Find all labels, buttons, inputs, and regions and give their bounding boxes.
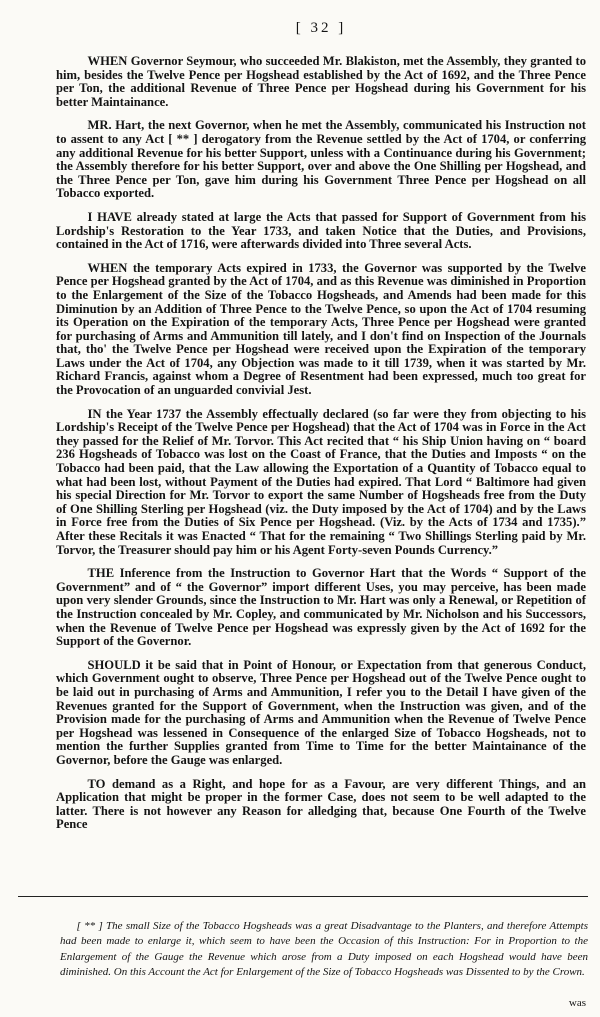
catchword: was — [568, 997, 586, 1009]
paragraph-inference: THE Inference from the Instruction to Governor Hart that the Words “ Support of the Government” and of “ the Governor” import different Uses, you may perceive, has been made upon very slender Grounds, since the Instruction to Mr. Hart was only a Renewal, or Repetition of the Instruction concealed by Mr. Copley, and communicated by Mr. Nicholson and his Successors, when the Revenue of Twelve Pence per Hogshead was expressly given by the Act of 1692 for the Support of the Governor. — [56, 566, 586, 649]
paragraph-temporary-acts: WHEN the temporary Acts expired in 1733, the Governor was supported by the Twelve Pence per Hogshead granted by the Act of 1704, and as this Revenue was diminished in Proportion to the Enlargement of the Size of the Tobacco Hogsheads, and Amends had been made for this Diminution by an Addition of Three Pence to the Twelve Pence, so upon the Act of 1704 resuming its Operation on the Expiration of the temporary Acts, Three Pence per Hogshead were granted for purchasing of Arms and Ammunition till lately, and I don't find on Inspection of the Journals that, tho' the Twelve Pence per Hogshead were received upon the Expiration of the temporary Laws under the Act of 1704, any Objection was made to it till 1739, when it was started by Mr. Richard Francis, against whom a Degree of Resentment had been expressed, much too great for the Provocation of an unguarded convivial Jest. — [56, 260, 586, 398]
footnote: [ ** ] The small Size of the Tobacco Hogsheads was a great Disadvantage to the Planters, and therefore Attempts had been made to enlarge it, which seem to have been the Occasion of this Instruction: For in Proportion to the Enlargement of the Gauge the Revenue which arose from a Duty imposed on each Hogshead would have been diminished. On this Account the Act for Enlargement of the Size of Tobacco Hogsheads was Dissented to by the Crown. — [60, 920, 588, 978]
paragraph-acts-stated: I HAVE already stated at large the Acts that passed for Support of Government from his Lordship's Restoration to the Year 1733, and taken Notice that the Duties, and Provisions, contained in the Act of 1716, were afterwards divided into Three several Acts. — [56, 209, 586, 252]
paragraph-year-1737: IN the Year 1737 the Assembly effectually declared (so far were they from objecting to his Lordship's Receipt of the Twelve Pence per Hogshead) that the Act of 1704 was in Force in the Act they passed for the Relief of Mr. Torvor. This Act recited that “ his Ship Union having on “ board 236 Hogsheads of Tobacco was lost on the Coast of France, that the Duties and Imposts “ on the Tobacco had been paid, that the Law allowing the Exportation of a Quantity of Tobacco equal to what had been lost, without Payment of the Duties had expired. That Lord “ Baltimore had given his special Direction for Mr. Torvor to export the same Number of Hogsheads free from the Duty of One Shilling Sterling per Hogshead (viz. the Duty imposed by the Act of 1704) and by the Laws in Force free from the Duties of Six Pence per Hogshead. (Viz. by the Acts of 1734 and 1735).” After these Recitals it was Enacted “ That for the remaining “ Two Shillings Sterling paid by Mr. Torvor, the Treasurer should pay him or his Agent Forty-seven Pounds Currency.” — [56, 406, 586, 557]
paragraph-governor-seymour: WHEN Governor Seymour, who succeeded Mr. Blakiston, met the Assembly, they granted to him, besides the Twelve Pence per Hogshead established by the Act of 1692, and the Three Pence per Ton, the additional Revenue of Three Pence per Hogshead during his Government for his better Maintainance. — [56, 54, 586, 109]
footnote-divider — [18, 896, 588, 897]
page-body — [56, 20, 586, 842]
page-number: [ 32 ] — [295, 20, 347, 36]
paragraph-point-of-honour: SHOULD it be said that in Point of Honour, or Expectation from that generous Conduct, which Government ought to observe, Three Pence per Hogshead out of the Twelve Pence ought to be laid out in purchasing of Arms and Ammunition, I refer you to the Detail I have given of the Revenues granted for the Support of Government, when the Instruction was given, and of the Provision made for the purchasing of Arms and Ammunition when the Revenue of Twelve Pence per Hogshead was lessened in Consequence of the enlarged Size of Tobacco Hogsheads, not to mention the further Supplies granted from Time to Time for the better Maintainance of the Governor, before the Gauge was enlarged. — [56, 657, 586, 767]
paragraph-demand-right: TO demand as a Right, and hope for as a Favour, are very different Things, and an Application that might be proper in the former Case, does not seem to be well adapted to the latter. There is not however any Reason for alledging that, because One Fourth of the Twelve Pence — [56, 776, 586, 832]
paragraph-governor-hart: MR. Hart, the next Governor, when he met the Assembly, communicated his Instruction not to assent to any Act [ ** ] derogatory from the Revenue settled by the Act of 1704, or conferring any additional Revenue for his better Support, unless with a Continuance during his Government; the Assembly therefore for his better Support, over and above the One Shilling per Hogshead, and the Three Pence per Ton, gave him during his Government Three Pence per Hogshead on all Tobacco exported. — [56, 118, 586, 201]
